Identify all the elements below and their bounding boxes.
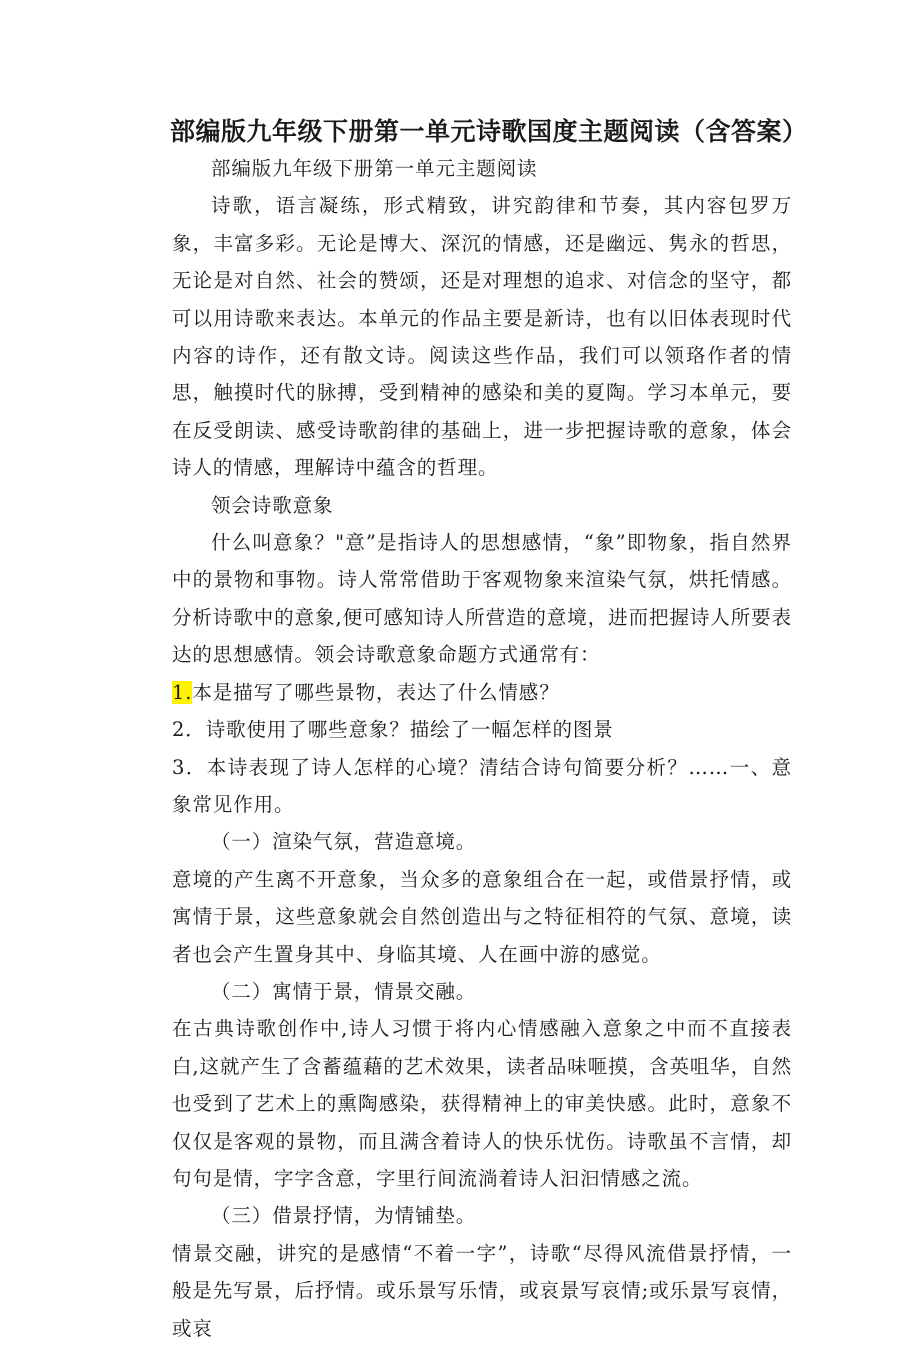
item-3-heading: （三）借景抒情，为情铺垫。: [211, 1204, 477, 1228]
question-2: 2．诗歌使用了哪些意象？描绘了一幅怎样的图景: [172, 718, 614, 742]
document-title: 部编版九年级下册第一单元诗歌国度主题阅读（含答案）: [170, 117, 808, 146]
item-3-body: 情景交融，讲究的是感情“不着一字”，诗歌“尽得风流借景抒情，一般是先写景，后抒情。或乐景写乐情，或哀景写哀情;或乐景写哀情，或哀: [172, 1241, 792, 1340]
item-2-body: 在古典诗歌创作中,诗人习惯于将内心情感融入意象之中而不直接表白,这就产生了含蓄蕴藉的艺术效果，读者品味咂摸，含英咀华，自然也受到了艺术上的熏陶感染，获得精神上的审美快感。此时，意象不仅仅是客观的景物，而且满含着诗人的快乐忧伤。诗歌虽不言情，却句句是情，字字含意，字里行间流淌着诗人汩汩情感之流。: [172, 1017, 792, 1190]
item-2-heading: （二）寓情于景，情景交融。: [211, 979, 477, 1003]
question-1: [172, 674, 792, 711]
section-heading: 领会诗歌意象: [211, 493, 334, 517]
item-1-heading: （一）渲染气氛，营造意境。: [211, 830, 477, 854]
intro-paragraph: 诗歌，语言凝练，形式精致，讲究韵律和节奏，其内容包罗万象，丰富多彩。无论是博大、深沉的情感，还是幽远、隽永的哲思，无论是对自然、社会的赞颂，还是对理想的追求、对信念的坚守，都可以用诗歌来表达。本单元的作品主要是新诗，也有以旧体表现时代内容的诗作，还有散文诗。阅读这些作品，我们可以领珞作者的情思，触摸时代的脉搏，受到精神的感染和美的夏陶。学习本单元，要在反受朗读、感受诗歌韵律的基础上，进一步把握诗歌的意象，体会诗人的情感，理解诗中蕴含的哲理。: [172, 194, 792, 480]
question-3: 3．本诗表现了诗人怎样的心境？清结合诗句简要分析？……一、意象常见作用。: [172, 755, 792, 816]
question-1-text: 本是描写了哪些景物，表达了什么情感？: [192, 680, 560, 704]
document-body: [172, 150, 792, 1347]
subtitle: 部编版九年级下册第一单元主题阅读: [211, 157, 538, 180]
item-1-body: 意境的产生离不开意象，当众多的意象组合在一起，或借景抒情，或寓情于景，这些意象就会自然创造出与之特征相符的气氛、意境，读者也会产生置身其中、身临其境、人在画中游的感觉。: [172, 867, 792, 966]
highlighted-number: 1.: [172, 680, 193, 704]
definition-paragraph: 什么叫意象？"意”是指诗人的思想感情，“象”即物象，指自然界中的景物和事物。诗人常常借助于客观物象来渲染气氛，烘托情感。分析诗歌中的意象,便可感知诗人所营造的意境，进而把握诗人所要表达的思想感情。领会诗歌意象命题方式通常有：: [172, 531, 792, 667]
